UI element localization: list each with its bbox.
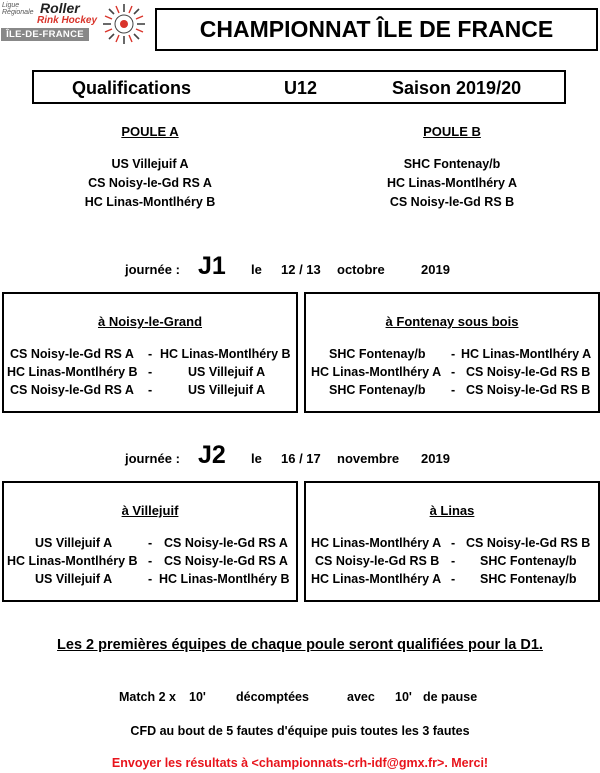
venue-name: à Linas bbox=[429, 503, 475, 518]
match-format-d: avec bbox=[347, 690, 375, 704]
match-format-f: de pause bbox=[423, 690, 478, 704]
page-title: CHAMPIONNAT ÎLE DE FRANCE bbox=[155, 8, 598, 51]
match-home: HC Linas-Montlhéry B bbox=[7, 365, 138, 379]
poule-b-title: POULE B bbox=[423, 124, 481, 139]
match-format bbox=[0, 690, 600, 706]
poule-b-teams bbox=[352, 155, 552, 212]
match-home: CS Noisy-le-Gd RS A bbox=[10, 347, 134, 361]
journee-days: 16 / 17 bbox=[281, 451, 321, 466]
journee-month: novembre bbox=[337, 451, 400, 466]
match-away: CS Noisy-le-Gd RS A bbox=[164, 536, 288, 550]
match-away: CS Noisy-le-Gd RS A bbox=[164, 554, 288, 568]
qualification-note: Les 2 premières équipes de chaque poule seront qualifiées pour la D1. bbox=[57, 637, 543, 653]
match-sep: - bbox=[148, 536, 153, 550]
match-away: HC Linas-Montlhéry A bbox=[461, 347, 592, 361]
match-away: SHC Fontenay/b bbox=[480, 572, 577, 586]
match-sep: - bbox=[148, 347, 153, 361]
venue-name: à Fontenay sous bois bbox=[385, 314, 519, 329]
poule-a-teams bbox=[50, 155, 250, 212]
poule-team: SHC Fontenay/b bbox=[403, 157, 501, 171]
poule-a bbox=[50, 124, 250, 212]
journee-days: 12 / 13 bbox=[281, 262, 321, 277]
match-sep: - bbox=[451, 572, 456, 586]
match-sep: - bbox=[451, 536, 456, 550]
logo-roller-text: Roller bbox=[40, 0, 80, 16]
send-results-note: Envoyer les résultats à <championnats-crh-idf@gmx.fr>. Merci! bbox=[111, 756, 489, 770]
poule-team: CS Noisy-le-Gd RS A bbox=[88, 176, 212, 190]
match-home: HC Linas-Montlhéry A bbox=[311, 365, 442, 379]
match-sep: - bbox=[148, 554, 153, 568]
journee-label: journée : bbox=[125, 451, 180, 466]
match-format-b: 10' bbox=[189, 690, 206, 704]
journee-year: 2019 bbox=[421, 262, 450, 277]
match-home: HC Linas-Montlhéry A bbox=[311, 536, 442, 550]
match-sep: - bbox=[451, 554, 456, 568]
match-away: HC Linas-Montlhéry B bbox=[160, 347, 291, 361]
match-away: HC Linas-Montlhéry B bbox=[159, 572, 290, 586]
match-home: CS Noisy-le-Gd RS B bbox=[315, 554, 440, 568]
match-home: SHC Fontenay/b bbox=[329, 383, 426, 397]
match-away: CS Noisy-le-Gd RS B bbox=[466, 365, 591, 379]
match-home: US Villejuif A bbox=[35, 536, 113, 550]
match-away: CS Noisy-le-Gd RS B bbox=[466, 536, 591, 550]
logo-sun-icon bbox=[100, 2, 148, 46]
venue-box-noisy bbox=[2, 292, 298, 413]
venue-box-villejuif bbox=[2, 481, 298, 602]
logo-ligue-text: Ligue Régionale bbox=[2, 2, 34, 16]
journee-month: octobre bbox=[337, 262, 385, 277]
match-sep: - bbox=[148, 572, 153, 586]
venue-box-linas bbox=[304, 481, 600, 602]
match-sep: - bbox=[148, 365, 153, 379]
match-sep: - bbox=[451, 365, 456, 379]
match-home: SHC Fontenay/b bbox=[329, 347, 426, 361]
qualification-banner bbox=[32, 70, 566, 104]
poule-b bbox=[352, 124, 552, 212]
match-sep: - bbox=[451, 383, 456, 397]
journee-code: J1 bbox=[198, 252, 226, 280]
match-home: US Villejuif A bbox=[35, 572, 113, 586]
league-logo bbox=[0, 0, 155, 50]
journee-2-header bbox=[0, 443, 600, 473]
match-sep: - bbox=[451, 347, 456, 361]
match-format-c: décomptées bbox=[236, 690, 309, 704]
logo-region-text: ÎLE-DE-FRANCE bbox=[1, 28, 89, 41]
match-away: US Villejuif A bbox=[188, 365, 266, 379]
poule-team: CS Noisy-le-Gd RS B bbox=[389, 195, 515, 209]
match-home: CS Noisy-le-Gd RS A bbox=[10, 383, 134, 397]
logo-rink-hockey-text: Rink Hockey bbox=[37, 15, 98, 26]
match-away: US Villejuif A bbox=[188, 383, 266, 397]
journee-label: journée : bbox=[125, 262, 180, 277]
venue-name: à Villejuif bbox=[121, 503, 179, 518]
venue-name: à Noisy-le-Grand bbox=[97, 314, 203, 329]
poule-team: US Villejuif A bbox=[111, 157, 189, 171]
match-format-a: Match 2 x bbox=[119, 690, 176, 704]
venue-box-fontenay bbox=[304, 292, 600, 413]
match-format-e: 10' bbox=[395, 690, 412, 704]
qualification-label: Qualifications bbox=[72, 78, 192, 98]
match-home: HC Linas-Montlhéry B bbox=[7, 554, 138, 568]
match-away: CS Noisy-le-Gd RS B bbox=[466, 383, 591, 397]
poule-a-title: POULE A bbox=[121, 124, 179, 139]
season-label: Saison 2019/20 bbox=[392, 78, 522, 98]
journee-year: 2019 bbox=[421, 451, 450, 466]
match-home: HC Linas-Montlhéry A bbox=[311, 572, 442, 586]
journee-code: J2 bbox=[198, 441, 226, 469]
cfd-rule: CFD au bout de 5 fautes d'équipe puis toutes les 3 fautes bbox=[130, 724, 470, 738]
journee-1-header bbox=[0, 254, 600, 284]
category-label: U12 bbox=[284, 78, 318, 98]
journee-le: le bbox=[251, 262, 262, 277]
poule-team: HC Linas-Montlhéry A bbox=[386, 176, 518, 190]
journee-le: le bbox=[251, 451, 262, 466]
match-sep: - bbox=[148, 383, 153, 397]
poule-team: HC Linas-Montlhéry B bbox=[84, 195, 216, 209]
match-away: SHC Fontenay/b bbox=[480, 554, 577, 568]
